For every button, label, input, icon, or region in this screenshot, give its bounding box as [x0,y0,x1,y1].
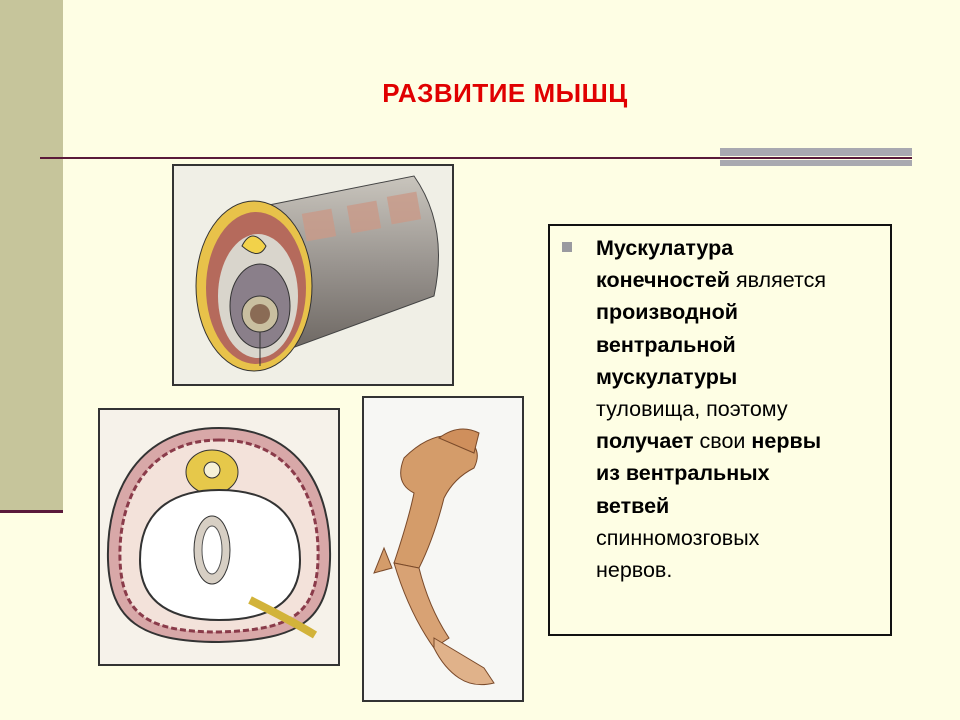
text-run: нервов. [596,558,673,583]
text-run: ветвей [596,493,670,518]
text-run: нервы [751,429,822,454]
left-decor-band [0,0,63,512]
text-run: туловища, поэтому [596,397,788,422]
text-run: из вентральных [596,461,770,486]
description-text [596,232,886,586]
left-decor-line [0,510,63,513]
text-run: конечностей [596,268,730,293]
text-run: производной [596,300,738,325]
bullet-square-icon [562,242,572,252]
title-rule-accent [720,148,912,156]
description-box [548,224,892,636]
text-run: мускулатуры [596,364,738,389]
text-run: спинномозговых [596,525,760,550]
text-run: свои [693,429,752,454]
text-run: Мускулатура [596,236,734,260]
trunk-cross-section-illustration [98,408,340,666]
title-rule-accent-2 [720,160,912,166]
text-run: получает [596,429,694,454]
slide-title: РАЗВИТИЕ МЫШЦ [382,78,628,108]
trunk-cylinder-illustration [172,164,454,386]
text-run: вентральной [596,332,736,357]
arm-musculature-illustration [362,396,524,702]
text-run: является [730,268,826,293]
title-rule [40,157,912,159]
